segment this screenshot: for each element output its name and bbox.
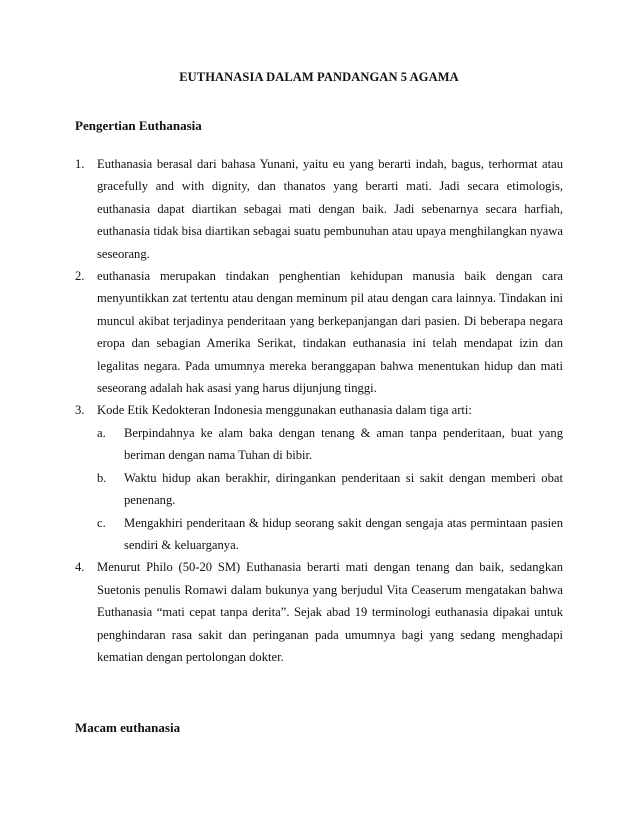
list-item-number: 1. [75,157,85,171]
list-item [75,265,563,399]
list-item-number: 2. [75,269,85,284]
list-item [75,399,563,556]
sub-list-item [97,512,563,557]
list-item-text: euthanasia merupakan tindakan penghentian kehidupan manusia baik dengan cara menyuntikkan zat tertentu atau dengan meminum pil atau dengan cara lainnya. Tindakan ini muncul akibat terjadinya penderitaan yang berkepanjangan dari pasien. Di beberapa negara eropa dan sebagian Amerika Serikat, tindakan euthanasia ini telah mendapat izin dan legalitas negara. Pada umumnya mereka beranggapan bahwa menentukan hidup dan mati seseorang adalah hak asasi yang harus dijunjung tinggi. [97,269,563,396]
sub-list-item-letter: c. [97,515,106,530]
list-item [75,153,563,265]
sub-list-item [97,422,563,467]
sub-list-item-text: Mengakhiri penderitaan & hidup seorang sakit dengan sengaja atas permintaan pasien sendiri & keluarganya. [124,515,563,552]
list-item-number: 3. [75,403,85,418]
sub-list-item [97,467,563,512]
list-item [75,556,563,668]
section-heading-pengertian: Pengertian Euthanasia [75,118,202,133]
sub-list-item-letter: a. [97,425,106,440]
sub-list [97,422,563,556]
list-item-text: Menurut Philo (50-20 SM) Euthanasia berarti mati dengan tenang dan baik, sedangkan Suetonis penulis Romawi dalam bukunya yang berjudul Vita Ceaserum mengatakan bahwa Euthanasia “mati cepat tanpa derita”. Sejak abad 19 terminologi euthanasia dipakai untuk penghindaran rasa sakit dan peringanan pada umumnya bagi yang sedang menghadapi kematian dengan pertolongan dokter. [97,560,563,664]
definition-list [75,153,563,668]
list-item-text: Euthanasia berasal dari bahasa Yunani, yaitu eu yang berarti indah, bagus, terhormat atau gracefully and with dignity, dan thanatos yang berarti mati. Jadi secara etimologis, euthanasia dapat diartikan sebagai mati dengan baik. Jadi sebenarnya secara harfiah, euthanasia tidak bisa diartikan sebagai suatu pembunuhan atau upaya menghilangkan nyawa seseorang. [97,157,563,261]
section-heading-macam: Macam euthanasia [75,720,181,735]
list-item-number: 4. [75,560,85,575]
list-item-text: Kode Etik Kedokteran Indonesia menggunakan euthanasia dalam tiga arti: [97,403,472,418]
sub-list-item-text: Waktu hidup akan berakhir, diringankan penderitaan si sakit dengan memberi obat penenang. [124,470,563,508]
document-title: EUTHANASIA DALAM PANDANGAN 5 AGAMA [179,70,459,84]
sub-list-item-text: Berpindahnya ke alam baka dengan tenang & aman tanpa penderitaan, buat yang beriman dengan nama Tuhan di bibir. [124,425,563,463]
sub-list-item-letter: b. [97,470,107,485]
